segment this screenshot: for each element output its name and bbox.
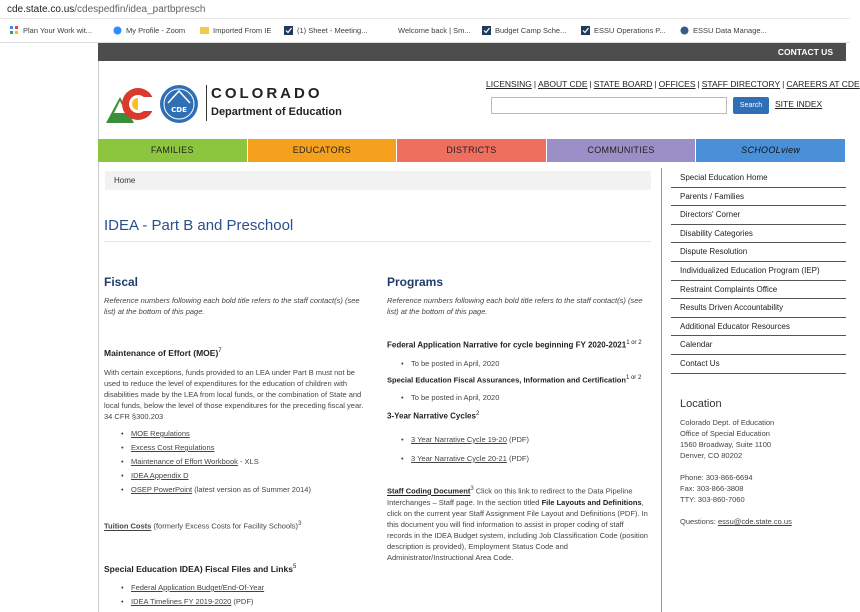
- assurances-title: Special Education Fiscal Assurances, Information and Certification: [387, 375, 626, 385]
- bookmark-label: ESSU Operations P...: [594, 26, 666, 35]
- globe-icon: [680, 26, 689, 35]
- list-item: • To be posted in April, 2020: [401, 357, 641, 371]
- site-index-link[interactable]: SITE INDEX: [775, 99, 823, 109]
- side-menu-parents[interactable]: Parents / Families: [671, 188, 846, 207]
- side-menu-results-driven[interactable]: Results Driven Accountability: [671, 299, 846, 318]
- moe-links: [121, 427, 361, 497]
- staff-coding-paragraph: [387, 484, 649, 563]
- address-line: Office of Special Education: [680, 429, 770, 438]
- apps-grid-icon: [10, 26, 19, 35]
- narrative-19-20-link[interactable]: 3 Year Narrative Cycle 19-20: [411, 435, 507, 444]
- moe-workbook-link[interactable]: Maintenance of Effort Workbook: [131, 457, 238, 466]
- narrative-links: [401, 430, 641, 468]
- cde-logo[interactable]: [104, 83, 404, 125]
- contact-us-link[interactable]: CONTACT US: [777, 47, 833, 57]
- narrative-sup: 2: [475, 411, 480, 417]
- logo-subtitle: Department of Education: [211, 106, 342, 118]
- file-type: (PDF): [231, 597, 254, 606]
- list-item: [121, 441, 361, 455]
- search-button[interactable]: Search: [733, 97, 769, 114]
- fiscal-files-links: [121, 581, 361, 609]
- title-divider: [104, 241, 651, 242]
- fiscal-note: Reference numbers following each bold title refers to the staff contact(s) (see list) at the bottom of this page.: [104, 296, 360, 316]
- staff-directory-link[interactable]: STAFF DIRECTORY: [701, 79, 781, 89]
- bookmark-label: My Profile - Zoom: [126, 26, 186, 35]
- bookmark-sheet-meeting[interactable]: [284, 26, 367, 35]
- questions-line: [680, 516, 792, 527]
- careers-link[interactable]: CAREERS AT CDE: [786, 79, 860, 89]
- file-type: (PDF): [506, 435, 529, 444]
- fiscal-files-sup: 5: [292, 564, 297, 571]
- coding-text-2: , click on the current year Staff Assignment File Layout and Definitions (PDF). In this document you will find information to assist in proper coding of staff records in the IDEA Budget system, including Job Classification Code (position description is provided), Employment Status Code and Administrator/Instructional Area Code.: [387, 497, 648, 562]
- bookmarks-bar: [0, 19, 850, 43]
- side-menu-special-ed-home[interactable]: Special Education Home: [671, 169, 846, 188]
- about-cde-link[interactable]: ABOUT CDE: [538, 79, 588, 89]
- list-item: [121, 595, 361, 609]
- main-nav: [98, 139, 846, 162]
- bookmark-label: Imported From IE: [213, 26, 272, 35]
- location-heading: Location: [680, 398, 722, 410]
- fiscal-heading: Fiscal: [104, 275, 139, 289]
- url-host: cde.state.co.us: [7, 4, 75, 15]
- bookmark-label: Budget Camp Sche...: [495, 26, 567, 35]
- breadcrumb: [105, 171, 651, 190]
- fax-number: Fax: 303-866-3808: [680, 484, 744, 493]
- side-menu-restraint-complaints[interactable]: Restraint Complaints Office: [671, 281, 846, 300]
- list-item: [121, 455, 361, 469]
- address-line: Denver, CO 80202: [680, 451, 743, 460]
- list-item: [121, 483, 361, 497]
- federal-app-budget-link[interactable]: Federal Application Budget/End-Of-Year: [131, 583, 265, 592]
- checkbox-icon: [284, 26, 293, 35]
- coding-bold: File Layouts and Definitions: [541, 497, 642, 507]
- side-menu-contact-us[interactable]: Contact Us: [671, 355, 846, 374]
- logo-wordmark: COLORADO: [211, 85, 323, 102]
- coding-text: Click on this link to redirect to the Data Pipeline Interchanges – Staff page. In the section titled: [387, 486, 633, 507]
- address-line: 1560 Broadway, Suite 1100: [680, 440, 772, 449]
- nav-districts[interactable]: DISTRICTS: [397, 139, 547, 162]
- column-divider: [661, 168, 662, 612]
- idea-timelines-link[interactable]: IDEA Timelines FY 2019-2020: [131, 597, 232, 606]
- staff-coding-link[interactable]: Staff Coding Document: [387, 486, 471, 496]
- moe-heading: [104, 348, 222, 358]
- offices-link[interactable]: OFFICES: [658, 79, 696, 89]
- list-item: [401, 449, 641, 468]
- breadcrumb-home[interactable]: Home: [114, 176, 136, 185]
- moe-description: With certain exceptions, funds provided to an LEA under Part B must not be used to reduce the level of expenditures for the education of children with disabilities made by the LEA from local funds, or the combination of State and local funds, below the level of those expenditures for the preceding fiscal year. 34 CFR §300.203: [104, 368, 364, 421]
- blank-icon: [385, 26, 394, 35]
- folder-icon: [200, 26, 209, 35]
- bookmark-essu-data[interactable]: [680, 26, 767, 35]
- excess-cost-link[interactable]: Excess Cost Regulations: [131, 443, 215, 452]
- tuition-text: (formerly Excess Costs for Facility Schools): [151, 521, 299, 531]
- nav-schoolview[interactable]: SCHOOLview: [696, 139, 846, 162]
- fiscal-files-title: Special Education IDEA) Fiscal Files and Links: [104, 564, 293, 574]
- utility-bar: [98, 43, 846, 61]
- tuition-sup: 3: [298, 521, 302, 527]
- side-menu: [671, 169, 846, 374]
- tuition-costs-link[interactable]: Tuition Costs: [104, 521, 152, 531]
- side-menu-disability-categories[interactable]: Disability Categories: [671, 225, 846, 244]
- narrative-20-21-link[interactable]: 3 Year Narrative Cycle 20-21: [411, 454, 507, 463]
- nav-educators[interactable]: EDUCATORS: [248, 139, 398, 162]
- bookmark-label: Plan Your Work wit...: [23, 26, 93, 35]
- checkbox-icon: [482, 26, 491, 35]
- list-item: [121, 427, 361, 441]
- fiscal-files-heading: [104, 564, 296, 574]
- programs-heading: Programs: [387, 275, 444, 289]
- phone-number: Phone: 303-866-6694: [680, 473, 753, 482]
- programs-note: Reference numbers following each bold title refers to the staff contact(s) (see list) at the bottom of this page.: [387, 296, 643, 316]
- tty-number: TTY: 303-860-7060: [680, 495, 745, 504]
- side-menu-dispute-resolution[interactable]: Dispute Resolution: [671, 243, 846, 262]
- svg-text:CDE: CDE: [171, 106, 187, 114]
- narrative-title: 3-Year Narrative Cycles: [387, 411, 476, 421]
- location-address: [680, 417, 792, 527]
- fed-app-heading: [387, 340, 642, 350]
- side-menu-educator-resources[interactable]: Additional Educator Resources: [671, 318, 846, 337]
- bookmark-essu-operations[interactable]: [581, 26, 666, 35]
- file-type: - XLS: [237, 457, 259, 466]
- narrative-heading: [387, 411, 479, 421]
- header-links: LICENSING | ABOUT CDE | STATE BOARD | OFFICES | STAFF DIRECTORY | CAREERS AT CDE: [486, 79, 860, 89]
- list-item: [121, 581, 361, 595]
- nav-families[interactable]: FAMILIES: [98, 139, 248, 162]
- url-text[interactable]: [7, 4, 205, 15]
- state-board-link[interactable]: STATE BOARD: [593, 79, 653, 89]
- page-title: IDEA - Part B and Preschool: [104, 217, 294, 234]
- side-menu-iep[interactable]: Individualized Education Program (IEP): [671, 262, 846, 281]
- bookmark-imported-from-ie[interactable]: [200, 26, 271, 35]
- url-path: /cdespedfin/idea_partbpresch: [74, 4, 206, 15]
- address-bar[interactable]: [0, 0, 850, 19]
- list-item: • To be posted in April, 2020: [401, 391, 641, 405]
- side-menu-calendar[interactable]: Calendar: [671, 336, 846, 355]
- checkbox-icon: [581, 26, 590, 35]
- nav-communities[interactable]: COMMUNITIES: [547, 139, 697, 162]
- bookmark-label: ESSU Data Manage...: [693, 26, 767, 35]
- file-type: (PDF): [506, 454, 529, 463]
- idea-appendix-d-link[interactable]: IDEA Appendix D: [131, 471, 189, 480]
- assurances-sup: 1 or 2: [625, 375, 642, 381]
- address-line: Colorado Dept. of Education: [680, 418, 775, 427]
- email-link[interactable]: essu@cde.state.co.us: [717, 517, 792, 526]
- fed-app-title: Federal Application Narrative for cycle beginning FY 2020-2021: [387, 340, 627, 350]
- bookmark-zoom-profile[interactable]: [113, 26, 185, 35]
- version-note: (latest version as of Summer 2014): [192, 485, 311, 494]
- coding-sup: 3: [470, 486, 474, 492]
- questions-label: Questions:: [680, 517, 718, 526]
- assurances-heading: [387, 375, 641, 385]
- moe-title: Maintenance of Effort (MOE): [104, 348, 219, 358]
- tuition-line: [104, 519, 364, 532]
- bookmark-plan-your-work[interactable]: [10, 26, 92, 35]
- bookmark-label: Welcome back | Sm...: [398, 26, 471, 35]
- bookmark-budget-camp[interactable]: [482, 26, 566, 35]
- globe-icon: [113, 26, 122, 35]
- fed-app-sup: 1 or 2: [626, 340, 642, 346]
- list-item: [121, 469, 361, 483]
- side-menu-directors-corner[interactable]: Directors' Corner: [671, 206, 846, 225]
- licensing-link[interactable]: LICENSING: [486, 79, 532, 89]
- assurances-list: [401, 391, 641, 405]
- moe-sup: 7: [218, 348, 222, 355]
- list-item: [401, 430, 641, 449]
- osep-powerpoint-link[interactable]: OSEP PowerPoint: [131, 485, 193, 494]
- bookmark-welcome-back[interactable]: [385, 26, 471, 35]
- search-input[interactable]: [491, 97, 727, 114]
- colorado-logo-icon: [104, 83, 204, 125]
- fed-app-list: [401, 357, 641, 371]
- moe-regulations-link[interactable]: MOE Regulations: [131, 429, 190, 438]
- logo-divider: [206, 85, 207, 121]
- bookmark-label: (1) Sheet - Meeting...: [297, 26, 368, 35]
